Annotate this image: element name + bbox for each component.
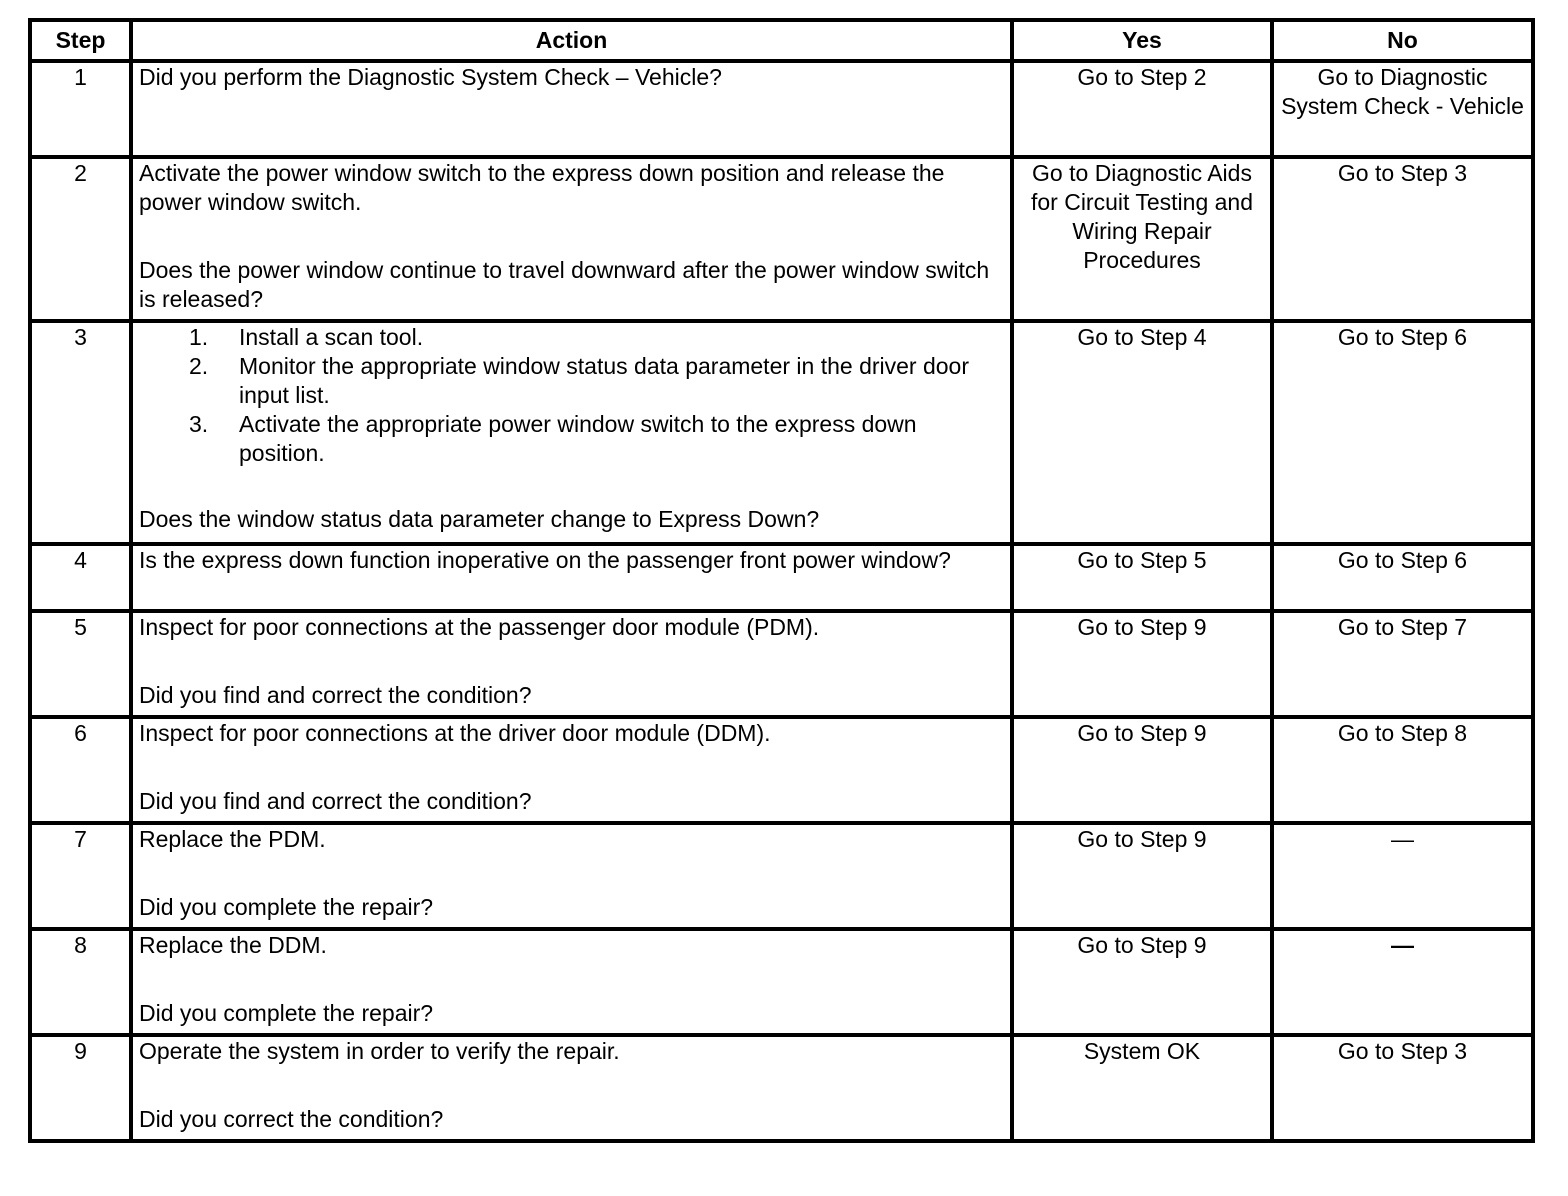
table-row [30,157,1533,321]
action-cell [131,929,1012,1035]
action-text: Operate the system in order to verify the repair. [139,1038,620,1064]
no-cell: Go to Step 7 [1272,611,1533,717]
no-cell: — [1272,929,1533,1035]
action-question: Does the power window continue to travel downward after the power window switch is released? [139,257,990,312]
table-row [30,61,1533,157]
diagnostic-table [28,18,1535,1143]
yes-cell: Go to Step 9 [1012,823,1272,929]
table-row [30,1035,1533,1141]
step-number: 9 [30,1035,131,1141]
action-text: Did you perform the Diagnostic System Check – Vehicle? [139,64,722,90]
header-no: No [1272,20,1533,61]
table-row [30,823,1533,929]
yes-cell: Go to Step 9 [1012,717,1272,823]
no-cell: — [1272,823,1533,929]
header-action: Action [131,20,1012,61]
table-row [30,321,1533,544]
action-cell [131,61,1012,157]
action-text: Replace the DDM. [139,932,327,958]
header-step: Step [30,20,131,61]
table-row [30,717,1533,823]
action-list [139,323,1004,468]
list-item-text: Monitor the appropriate window status data parameter in the driver door input list. [239,353,970,408]
action-text: Activate the power window switch to the express down position and release the power window switch. [139,160,945,215]
no-cell: Go to Diagnostic System Check - Vehicle [1272,61,1533,157]
list-item-text: Activate the appropriate power window switch to the express down position. [239,411,917,466]
yes-cell: Go to Step 9 [1012,929,1272,1035]
list-item [183,352,1004,410]
action-cell [131,717,1012,823]
header-row [30,20,1533,61]
yes-cell: Go to Step 9 [1012,611,1272,717]
table-row [30,544,1533,611]
step-number: 8 [30,929,131,1035]
action-question: Is the express down function inoperative on the passenger front power window? [139,547,951,573]
action-question: Did you find and correct the condition? [139,788,532,814]
action-text: Inspect for poor connections at the driver door module (DDM). [139,720,771,746]
yes-cell: Go to Diagnostic Aids for Circuit Testing and Wiring Repair Procedures [1012,157,1272,321]
list-item-number: 2. [189,353,209,379]
no-cell: Go to Step 8 [1272,717,1533,823]
yes-cell: Go to Step 5 [1012,544,1272,611]
action-question: Does the window status data parameter change to Express Down? [139,506,820,532]
action-question: Did you complete the repair? [139,1000,434,1026]
list-item-number: 3. [189,411,209,437]
action-text: Inspect for poor connections at the passenger door module (PDM). [139,614,820,640]
table-row [30,929,1533,1035]
list-item-text: Install a scan tool. [239,324,424,350]
list-item [183,410,1004,468]
no-cell: Go to Step 3 [1272,1035,1533,1141]
action-cell [131,823,1012,929]
yes-cell: Go to Step 4 [1012,321,1272,544]
action-cell [131,1035,1012,1141]
step-number: 5 [30,611,131,717]
action-cell [131,544,1012,611]
table-row [30,611,1533,717]
no-cell: Go to Step 6 [1272,544,1533,611]
no-cell: Go to Step 3 [1272,157,1533,321]
step-number: 4 [30,544,131,611]
step-number: 1 [30,61,131,157]
action-question: Did you correct the condition? [139,1106,444,1132]
action-question: Did you complete the repair? [139,894,434,920]
no-cell: Go to Step 6 [1272,321,1533,544]
yes-cell: System OK [1012,1035,1272,1141]
step-number: 6 [30,717,131,823]
step-number: 7 [30,823,131,929]
step-number: 3 [30,321,131,544]
step-number: 2 [30,157,131,321]
list-item-number: 1. [189,324,209,350]
action-cell [131,321,1012,544]
list-item [183,323,1004,352]
action-cell [131,157,1012,321]
header-yes: Yes [1012,20,1272,61]
action-text: Replace the PDM. [139,826,326,852]
action-cell [131,611,1012,717]
action-question: Did you find and correct the condition? [139,682,532,708]
yes-cell: Go to Step 2 [1012,61,1272,157]
